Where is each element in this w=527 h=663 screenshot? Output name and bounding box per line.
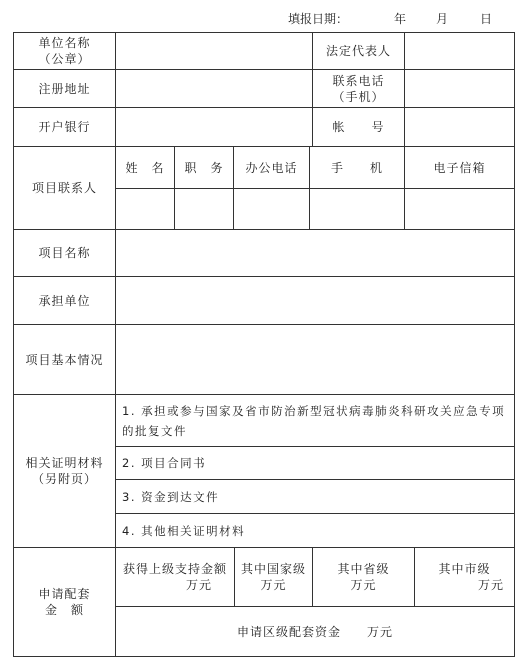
year-label: 年 [394, 12, 407, 26]
funding-label-line2: 金 额 [44, 603, 84, 617]
fill-date-line [0, 10, 527, 30]
funding-superior-total-label: 获得上级支持金额 [122, 562, 227, 576]
bank-label: 开户银行 [13, 107, 116, 147]
reg-address-field[interactable] [115, 69, 313, 108]
materials-label-line1: 相关证明材料 [25, 456, 104, 470]
funding-municipal-unit: 万元 [477, 578, 504, 592]
project-name-field[interactable] [115, 229, 515, 277]
funding-national-label: 其中国家级 [240, 562, 306, 576]
undertaking-unit-label: 承担单位 [13, 276, 116, 325]
funding-district-request[interactable]: 申请区级配套资金 万元 [115, 606, 515, 657]
contact-header-name: 姓 名 [115, 146, 175, 189]
org-name-field[interactable] [115, 32, 313, 70]
contact-header-office-phone: 办公电话 [233, 146, 310, 189]
funding-superior-total-unit: 万元 [185, 578, 212, 592]
material-item-4[interactable]: 4. 其他相关证明材料 [115, 513, 515, 548]
contact-header-mobile: 手 机 [309, 146, 405, 189]
contact-header-email: 电子信箱 [404, 146, 515, 189]
org-name-label-line1: 单位名称 [38, 36, 91, 50]
contact-label: 项目联系人 [13, 146, 116, 230]
funding-municipal[interactable] [414, 547, 515, 607]
day-label: 日 [480, 12, 493, 26]
funding-municipal-label: 其中市级 [438, 562, 491, 576]
funding-provincial[interactable] [312, 547, 415, 607]
materials-label [13, 394, 116, 548]
funding-provincial-label: 其中省级 [337, 562, 390, 576]
fill-date-label: 填报日期： [288, 12, 349, 26]
phone-label-line1: 联系电话 [332, 73, 385, 88]
contact-header-title: 职 务 [174, 146, 234, 189]
contact-email-field[interactable] [404, 188, 515, 230]
funding-national-unit: 万元 [260, 578, 287, 592]
material-item-1[interactable]: 1. 承担或参与国家及省市防治新型冠状病毒肺炎科研攻关应急专项的批复文件 [115, 394, 515, 447]
org-name-label-line2: （公章） [38, 52, 91, 66]
material-item-3[interactable]: 3. 资金到达文件 [115, 479, 515, 514]
funding-national[interactable] [234, 547, 313, 607]
funding-label [13, 547, 116, 657]
org-name-label [13, 32, 116, 70]
phone-label [312, 69, 405, 108]
materials-label-line2: （另附页） [31, 472, 97, 486]
legal-rep-label: 法定代表人 [312, 32, 405, 70]
project-overview-field[interactable] [115, 324, 515, 395]
legal-rep-field[interactable] [404, 32, 515, 70]
undertaking-unit-field[interactable] [115, 276, 515, 325]
phone-label-line2: （手机） [332, 89, 385, 104]
phone-field[interactable] [404, 69, 515, 108]
funding-label-line1: 申请配套 [38, 587, 91, 601]
funding-provincial-unit: 万元 [350, 578, 377, 592]
bank-field[interactable] [115, 107, 313, 147]
funding-superior-total[interactable] [115, 547, 235, 607]
account-field[interactable] [404, 107, 515, 147]
material-item-2[interactable]: 2. 项目合同书 [115, 446, 515, 480]
project-name-label: 项目名称 [13, 229, 116, 277]
contact-name-field[interactable] [115, 188, 175, 230]
month-label: 月 [436, 12, 449, 26]
contact-title-field[interactable] [174, 188, 234, 230]
contact-office-phone-field[interactable] [233, 188, 310, 230]
project-overview-label: 项目基本情况 [13, 324, 116, 395]
application-form [13, 32, 515, 657]
contact-mobile-field[interactable] [309, 188, 405, 230]
account-label: 帐 号 [312, 107, 405, 147]
reg-address-label: 注册地址 [13, 69, 116, 108]
